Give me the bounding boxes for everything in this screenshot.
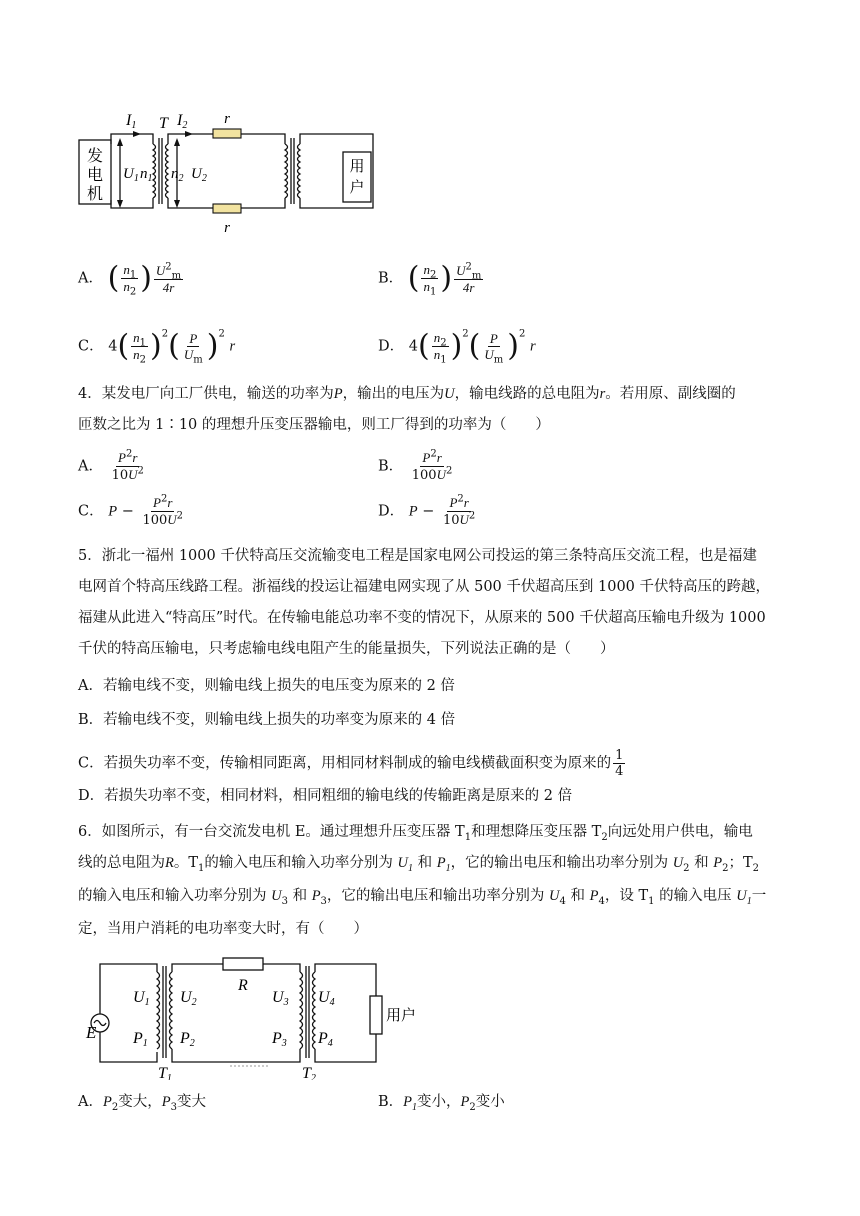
q5-option-d[interactable]: D．若损失功率不变，相同材料，相同粗细的输电线的传输距离是原来的 2 倍 — [78, 788, 573, 804]
q5-option-b[interactable]: B．若输电线不变，则输电线上损失的功率变为原来的 4 倍 — [78, 712, 456, 728]
svg-text:n2: $n_2$ — [171, 166, 184, 184]
q3-option-a[interactable]: A． ( $\frac{n_1}{n_2}$ ) $\frac{U^2_m}{4r}$ — [78, 260, 182, 298]
q4-option-c[interactable]: C． P − $\frac{P^2r}{100U^2}$ — [78, 493, 184, 528]
svg-text:户: 户 — [349, 180, 365, 196]
svg-text:发: 发 — [86, 148, 104, 165]
q5-option-c[interactable]: C．若损失功率不变，传输相同距离，用相同材料制成的输电线横截面积变为原来的 $\frac{1}{4}$ — [78, 748, 624, 779]
q5-option-a[interactable]: A．若输电线不变，则输电线上损失的电压变为原来的 2 倍 — [78, 678, 455, 694]
svg-text:P4: P4 — [318, 1030, 333, 1049]
q6-option-a[interactable]: A．$P_2$变大，$P_3$变大 — [78, 1094, 206, 1113]
q6-option-b[interactable]: B．$P_1$变小，$P_2$变小 — [378, 1094, 505, 1113]
svg-text:机: 机 — [86, 186, 104, 203]
svg-text:电: 电 — [86, 167, 104, 184]
q4-stem-line-2: 匝数之比为 1∶10 的理想升压变压器输电，则工厂得到的功率为（ ） — [78, 417, 550, 433]
q4-stem-line-1: 4．某发电厂向工厂供电，输送的功率为P，输出的电压为U，输电线路的总电阻为r。若用原、副线圈的 — [78, 386, 736, 402]
q4-option-d[interactable]: D． P − $\frac{P^2r}{10U^2}$ — [378, 493, 476, 528]
svg-text:U3: U3 — [272, 989, 289, 1008]
q6-stem-line-2: 线的总电阻为R。$T_1$的输入电压和输入功率分别为 $U_1$ 和 $P_1$，它的输出电压和输出功率分别为 $U_2$ 和 $P_2$；$T_2$ — [78, 855, 760, 874]
q6-stem-line-4: 定，当用户消耗的电功率变大时，有（ ） — [78, 921, 368, 937]
svg-text:T: T — [159, 115, 168, 132]
q6-stem-line-1: 6．如图所示，有一台交流发电机 E。通过理想升压变压器 $T_1$和理想降压变压器 $T_2$向远处用户供电，输电 — [78, 824, 753, 843]
svg-text:U4: U4 — [318, 989, 335, 1008]
svg-text:P2: P2 — [180, 1030, 195, 1049]
svg-text:P3: P3 — [272, 1030, 287, 1049]
q3-option-b[interactable]: B． ( $\frac{n_2}{n_1}$ ) $\frac{U^2_m}{4r}$ — [378, 260, 482, 298]
svg-text:E: E — [86, 1023, 97, 1042]
svg-text:R: R — [238, 977, 248, 994]
svg-text:T1: T1 — [158, 1065, 172, 1080]
svg-text:U2: $U_2$ — [191, 166, 207, 184]
figure-transmission-circuit-2 — [78, 950, 428, 1080]
q3-option-c[interactable]: C． 4( $\frac{n_1}{n_2}$ )$^2$( $\frac{P}{U_m}$ )$^2$ r — [78, 328, 236, 366]
svg-text:T2: T2 — [302, 1065, 316, 1080]
q5-stem-line-1: 5．浙北一福州 1000 千伏特高压交流输变电工程是国家电网公司投运的第三条特高压交流工程，也是福建 — [78, 548, 757, 564]
svg-text:P1: P1 — [133, 1030, 148, 1049]
svg-text:用: 用 — [349, 159, 365, 175]
svg-text:U1: $U_1$ — [123, 166, 139, 184]
svg-text:U1: U1 — [133, 989, 150, 1008]
q4-option-b[interactable]: B． $\frac{P^2r}{100U^2}$ — [378, 448, 453, 483]
q6-stem-line-3: 的输入电压和输入功率分别为 $U_3$ 和 $P_3$，它的输出电压和输出功率分别为 $U_4$ 和 $P_4$，设 $T_1$ 的输入电压 $U_1$一 — [78, 888, 767, 907]
svg-text:r: r — [224, 111, 230, 127]
svg-text:U2: U2 — [180, 989, 197, 1008]
svg-text:n1: $n_1$ — [140, 166, 153, 184]
q4-option-a[interactable]: A． $\frac{P^2r}{10U^2}$ — [78, 448, 144, 483]
svg-text:I2: I2 — [177, 112, 188, 131]
q5-stem-line-3: 福建从此进入“特高压”时代。在传输电能总功率不变的情况下，从原来的 500 千伏超高压输电升级为 1000 — [78, 610, 766, 626]
figure-transmission-circuit-1 — [75, 108, 395, 238]
q5-stem-line-4: 千伏的特高压输电，只考虑输电线电阻产生的能量损失，下列说法正确的是（ ） — [78, 641, 615, 657]
svg-text:I1: I1 — [126, 112, 137, 131]
svg-text:r: r — [224, 220, 230, 236]
q3-option-d[interactable]: D． 4( $\frac{n_2}{n_1}$ )$^2$( $\frac{P}{U_m}$ )$^2$ r — [378, 328, 536, 366]
q5-stem-line-2: 电网首个特高压线路工程。浙福线的投运让福建电网实现了从 500 千伏超高压到 1000 千伏特高压的跨越， — [78, 579, 771, 595]
svg-text:用户: 用户 — [386, 1008, 417, 1024]
